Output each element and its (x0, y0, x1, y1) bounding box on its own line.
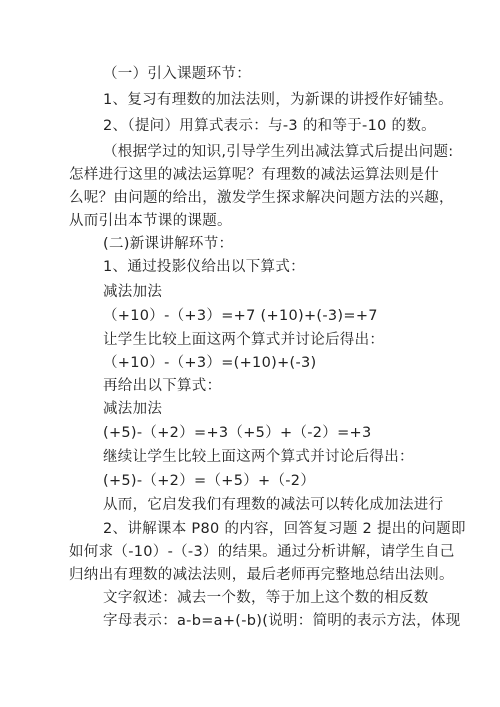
paragraph-line: 如何求（-10）-（-3）的结果。通过分析讲解，请学生自己 (69, 544, 455, 560)
section-heading-new-lesson: (二)新课讲解环节： (103, 236, 234, 252)
paragraph-line: 减法加法 (103, 284, 163, 300)
paragraph-line: 文字叙述：减去一个数，等于加上这个数的相反数 (103, 590, 429, 606)
section-heading-intro: （一）引入课题环节： (103, 66, 251, 82)
equation-line: (+5)-（+2）=（+5）+（-2） (103, 473, 316, 489)
paragraph-line: （根据学过的知识,引导学生列出减法算式后提出问题: (103, 144, 454, 160)
paragraph-line: 归纳出有理数的减法法则，最后老师再完整地总结出法则。 (69, 567, 454, 583)
paragraph-line: 从而引出本节课的课题。 (69, 213, 232, 229)
paragraph-line: 从而，它启发我们有理数的减法可以转化成加法进行 (103, 497, 444, 513)
paragraph-line: 2、（提问）用算式表示：与-3 的和等于-10 的数。 (103, 118, 436, 134)
equation-line: （+10）-（+3）=+7 (+10)+(-3)=+7 (103, 308, 378, 324)
paragraph-line: 怎样进行这里的减法运算呢？有理数的减法运算法则是什 (69, 167, 439, 183)
paragraph-line: 减法加法 (103, 401, 163, 417)
paragraph-line: 1、通过投影仪给出以下算式： (103, 259, 305, 275)
paragraph-line: 再给出以下算式： (103, 378, 222, 394)
paragraph-line: 字母表示：a-b=a+(-b)(说明：简明的表示方法，体现 (103, 613, 461, 629)
paragraph-line: 1、复习有理数的加法法则，为新课的讲授作好铺垫。 (103, 92, 453, 108)
paragraph-line: 继续让学生比较上面这两个算式并讨论后得出： (103, 449, 414, 465)
equation-line: （+10）-（+3）=(+10)+(-3) (103, 355, 317, 371)
paragraph-line: 2、讲解课本 P80 的内容，回答复习题 2 提出的问题即 (103, 521, 466, 537)
equation-line: (+5)-（+2）=+3（+5）+（-2）=+3 (103, 425, 372, 441)
paragraph-line: 么呢？由问题的给出，激发学生探求解决问题方法的兴趣， (69, 190, 454, 206)
paragraph-line: 让学生比较上面这两个算式并讨论后得出： (103, 332, 385, 348)
